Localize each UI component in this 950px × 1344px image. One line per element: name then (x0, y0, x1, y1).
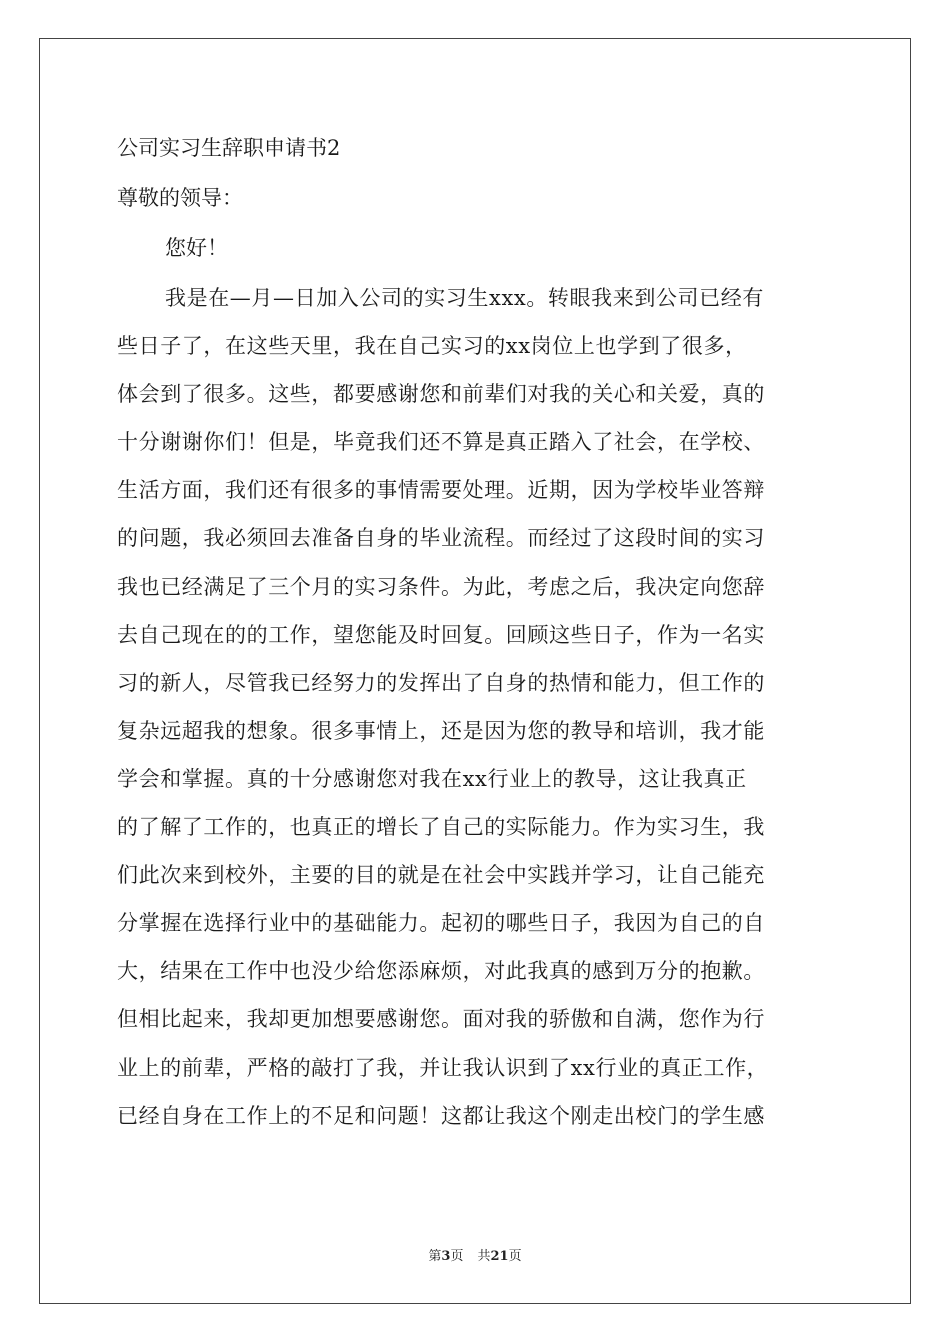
body-line: 我也已经满足了三个月的实习条件。为此，考虑之后，我决定向您辞 (117, 574, 765, 599)
document-title: 公司实习生辞职申请书2 (117, 136, 341, 160)
current-page-number: 3 (441, 1249, 451, 1264)
body-line: 些日子了，在这些天里，我在自己实习的xx岗位上也学到了很多， (117, 334, 747, 359)
body-line: 业上的前辈，严格的敲打了我，并让我认识到了xx行业的真正工作， (117, 1055, 769, 1080)
body-line: 十分谢谢你们！但是，毕竟我们还不算是真正踏入了社会，在学校、 (117, 430, 765, 455)
body-line: 我是在—月—日加入公司的实习生xxx。转眼我来到公司已经有 (165, 286, 764, 310)
body-line: 体会到了很多。这些，都要感谢您和前辈们对我的关心和关爱，真的 (117, 382, 765, 407)
body-line: 但相比起来，我却更加想要感谢您。面对我的骄傲和自满，您作为行 (117, 1007, 765, 1032)
body-line: 大，结果在工作中也没少给您添麻烦，对此我真的感到万分的抱歉。 (117, 959, 765, 984)
salutation: 尊敬的领导： (117, 186, 243, 210)
letter-body (117, 284, 837, 1150)
body-line: 已经自身在工作上的不足和问题！这都让我这个刚走出校门的学生感 (117, 1103, 765, 1128)
body-line: 分掌握在选择行业中的基础能力。起初的哪些日子，我因为自己的自 (117, 911, 765, 936)
page-footer (0, 1248, 950, 1266)
body-line: 去自己现在的的工作，望您能及时回复。回顾这些日子，作为一名实 (117, 622, 765, 647)
page-label: 页 (450, 1249, 464, 1264)
total-page-count: 21 (490, 1249, 509, 1264)
greeting: 您好！ (165, 236, 228, 260)
body-line: 复杂远超我的想象。很多事情上，还是因为您的教导和培训，我才能 (117, 718, 765, 743)
body-line: 生活方面，我们还有很多的事情需要处理。近期，因为学校毕业答辩 (117, 478, 765, 503)
body-line: 们此次来到校外，主要的目的就是在社会中实践并学习，让自己能充 (117, 863, 765, 888)
body-line: 学会和掌握。真的十分感谢您对我在xx行业上的教导，这让我真正 (117, 766, 747, 791)
page-prefix: 第 (428, 1249, 442, 1264)
body-line: 习的新人，尽管我已经努力的发挥出了自身的热情和能力，但工作的 (117, 670, 765, 695)
body-line: 的了解了工作的，也真正的增长了自己的实际能力。作为实习生，我 (117, 815, 765, 840)
total-suffix: 页 (508, 1249, 522, 1264)
body-line: 的问题，我必须回去准备自身的毕业流程。而经过了这段时间的实习 (117, 526, 765, 551)
total-prefix: 共 (477, 1249, 491, 1264)
